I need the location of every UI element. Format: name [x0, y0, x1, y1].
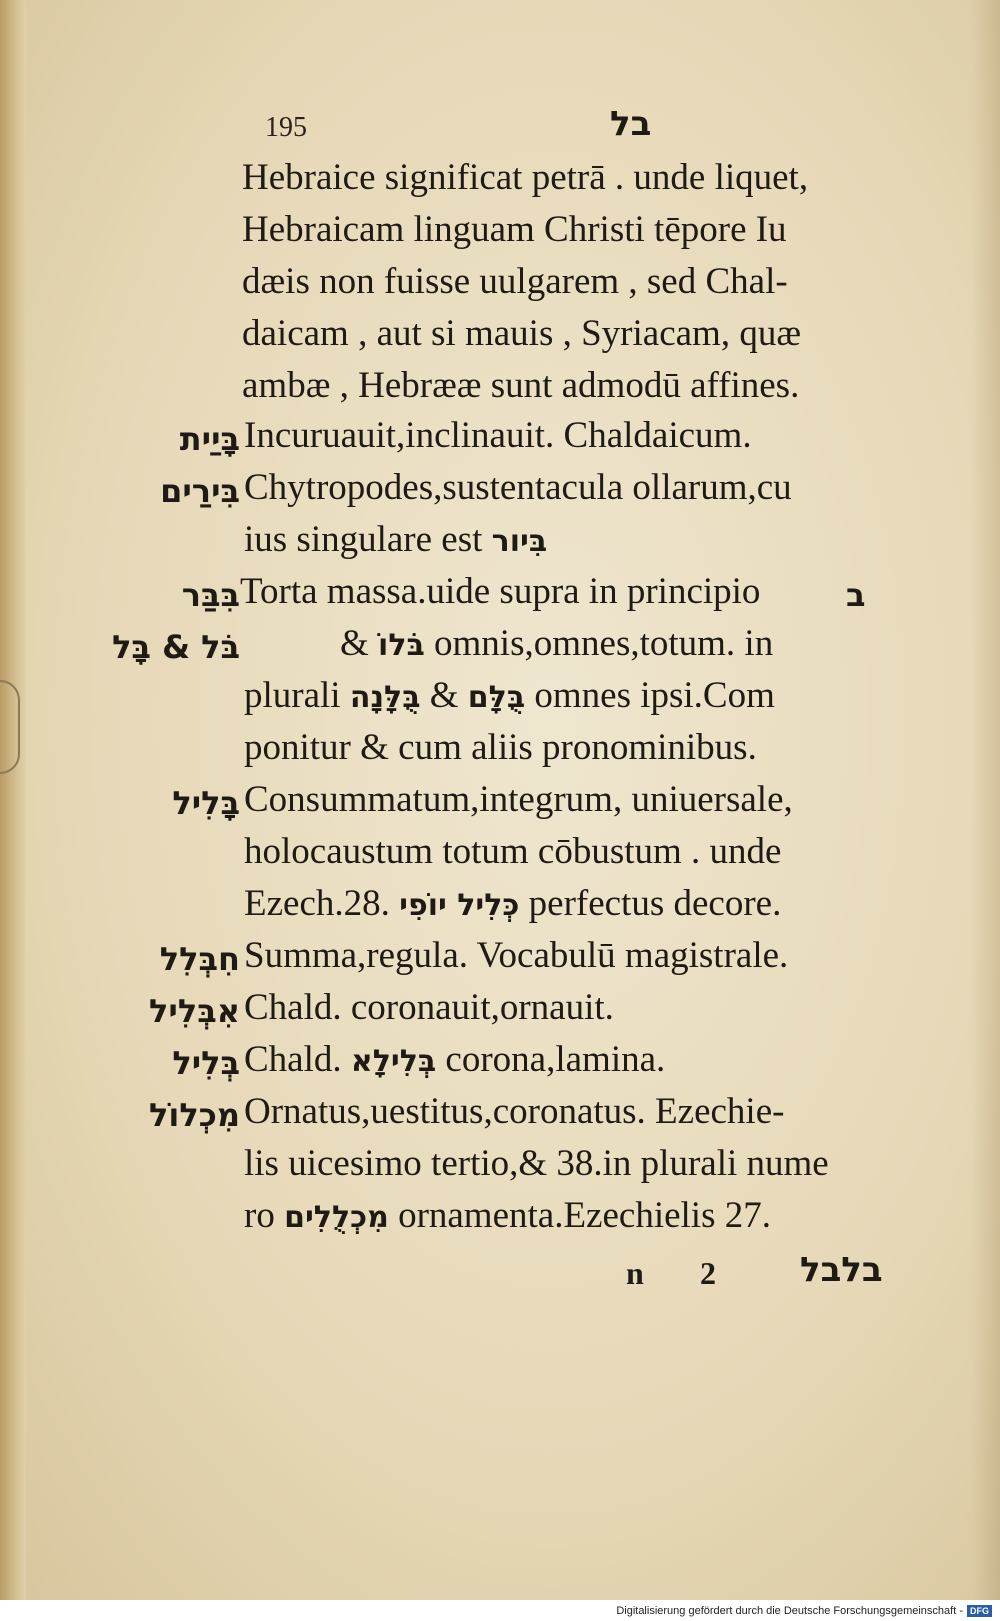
inline-hebrew: בֹּלוֹ [378, 628, 425, 663]
signature-number: 2 [700, 1255, 716, 1291]
entry-headword: בָּיַית [179, 420, 240, 458]
text-line: daicam , aut si mauis , Syriacam, quæ [242, 313, 801, 354]
entry-headword: חִבְּלִל [159, 940, 240, 978]
entry-headword: אִבְּלִיל [149, 992, 240, 1030]
entry-text [244, 674, 775, 717]
entry-latin-2: omnis,omnes,totum. in [434, 623, 774, 664]
entry-latin: ius singulare est [244, 519, 483, 560]
entry-text [244, 1038, 665, 1081]
inline-hebrew: בֻּלָּנָה [349, 680, 421, 715]
text-line: dæis non fuisse uulgarem , sed Chal- [242, 261, 788, 302]
entry-latin-3: omnes ipsi.Com [534, 675, 775, 716]
inline-hebrew: בְּלִילָא [350, 1044, 437, 1079]
entry-text [244, 882, 781, 925]
entry-text: Incuruauit,inclinauit. Chaldaicum. [244, 415, 752, 456]
entry-text: Summa,regula. Vocabulū magistrale. [244, 935, 789, 976]
dfg-logo: DFG [967, 1605, 992, 1617]
entry-headword: מִכְלוֹל [149, 1096, 240, 1134]
inline-hebrew-2: בֻּלָּם [467, 680, 526, 715]
digitization-footer [0, 1600, 1000, 1621]
entry-text: lis uicesimo tertio,& 38.in plurali nume [244, 1143, 829, 1184]
text-line: Hebraice significat petrā . unde liquet, [242, 157, 809, 198]
page-gutter [0, 0, 26, 1600]
entry-latin: Chald. [244, 1039, 342, 1080]
entry-text: Consummatum,integrum, uniuersale, [244, 779, 793, 820]
entry-text: Torta massa.uide supra in principio [240, 571, 761, 612]
inline-hebrew: מִכְלֻלִים [284, 1200, 389, 1235]
entry-headword: בֹּל & בָּל [112, 628, 240, 666]
entry-text [340, 622, 773, 665]
signature-mark: n [626, 1255, 644, 1291]
text-line: ambæ , Hebrææ sunt admodū affines. [242, 365, 800, 406]
tail-hebrew: ב [846, 576, 866, 614]
running-head-hebrew: בל [610, 104, 652, 144]
entry-latin-2: corona,lamina. [445, 1039, 666, 1080]
entry-latin-2: perfectus decore. [528, 883, 782, 924]
page-edge-shadow [970, 0, 1000, 1600]
entry-text: Chytropodes,sustentacula ollarum,cu [244, 467, 792, 508]
entry-headword: בְּלִיל [172, 1044, 240, 1082]
entry-text [244, 518, 547, 561]
entry-text: Chald. coronauit,ornauit. [244, 987, 614, 1028]
page-number: 195 [265, 112, 307, 143]
binding-clip [0, 680, 20, 774]
entry-headword: בָּלִיל [172, 784, 240, 822]
entry-latin: ro [244, 1195, 275, 1236]
entry-latin: & [340, 623, 379, 664]
text-line: Hebraicam linguam Christi tēpore Iu [242, 209, 787, 250]
entry-text: Ornatus,uestitus,coronatus. Ezechie- [244, 1091, 785, 1132]
inline-hebrew: כְּלִיל יוֹפִי [399, 888, 520, 923]
entry-latin: plurali [244, 675, 341, 716]
entry-latin-2: & [429, 675, 459, 716]
entry-headword: בִּירַים [160, 472, 240, 510]
entry-text [244, 1194, 771, 1237]
entry-headword: בִּבַּר [181, 576, 240, 614]
inline-hebrew: בִּיור [491, 524, 548, 559]
entry-latin: Ezech.28. [244, 883, 390, 924]
catchword: בלבל [800, 1250, 883, 1290]
footer-text: Digitalisierung gefördert durch die Deutsche Forschungsgemeinschaft - [616, 1604, 963, 1617]
entry-text: ponitur & cum aliis pronominibus. [244, 727, 757, 768]
entry-text: holocaustum totum cōbustum . unde [244, 831, 782, 872]
entry-latin-2: ornamenta.Ezechielis 27. [398, 1195, 771, 1236]
